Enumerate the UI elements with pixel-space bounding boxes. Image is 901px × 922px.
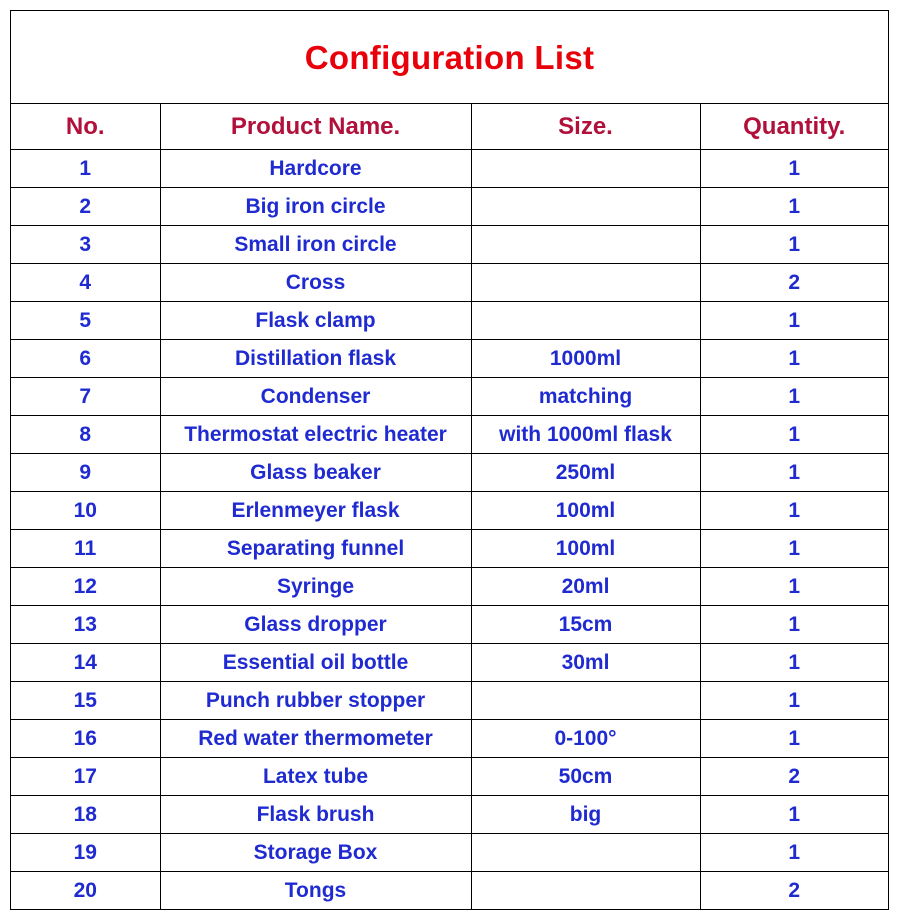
- cell-quantity: 1: [700, 834, 888, 872]
- table-body: [11, 150, 888, 910]
- table-row: [11, 834, 888, 872]
- table-row: [11, 188, 888, 226]
- cell-no: 3: [11, 226, 160, 264]
- cell-quantity: 1: [700, 606, 888, 644]
- header-row: [11, 104, 888, 150]
- cell-size: [471, 264, 700, 302]
- cell-size: 1000ml: [471, 340, 700, 378]
- table-row: [11, 150, 888, 188]
- cell-product-name: Distillation flask: [160, 340, 471, 378]
- cell-size: 100ml: [471, 492, 700, 530]
- table-row: [11, 264, 888, 302]
- cell-no: 14: [11, 644, 160, 682]
- cell-quantity: 1: [700, 302, 888, 340]
- cell-product-name: Hardcore: [160, 150, 471, 188]
- cell-no: 18: [11, 796, 160, 834]
- cell-quantity: 1: [700, 492, 888, 530]
- table-row: [11, 492, 888, 530]
- table-row: [11, 796, 888, 834]
- title-row: [11, 11, 888, 104]
- cell-product-name: Erlenmeyer flask: [160, 492, 471, 530]
- table-row: [11, 378, 888, 416]
- cell-quantity: 1: [700, 226, 888, 264]
- cell-product-name: Cross: [160, 264, 471, 302]
- configuration-table: [11, 104, 888, 909]
- table-row: [11, 454, 888, 492]
- cell-size: [471, 682, 700, 720]
- column-header-quantity: Quantity.: [700, 104, 888, 150]
- cell-product-name: Storage Box: [160, 834, 471, 872]
- column-header-no: No.: [11, 104, 160, 150]
- cell-size: 250ml: [471, 454, 700, 492]
- cell-product-name: Flask brush: [160, 796, 471, 834]
- table-row: [11, 720, 888, 758]
- cell-size: [471, 834, 700, 872]
- cell-size: [471, 188, 700, 226]
- cell-quantity: 1: [700, 340, 888, 378]
- table-row: [11, 606, 888, 644]
- cell-size: 30ml: [471, 644, 700, 682]
- cell-product-name: Glass beaker: [160, 454, 471, 492]
- cell-no: 10: [11, 492, 160, 530]
- cell-no: 1: [11, 150, 160, 188]
- cell-product-name: Thermostat electric heater: [160, 416, 471, 454]
- cell-size: big: [471, 796, 700, 834]
- cell-product-name: Big iron circle: [160, 188, 471, 226]
- cell-size: 20ml: [471, 568, 700, 606]
- cell-product-name: Flask clamp: [160, 302, 471, 340]
- column-header-size: Size.: [471, 104, 700, 150]
- table-row: [11, 340, 888, 378]
- cell-product-name: Tongs: [160, 872, 471, 910]
- cell-no: 4: [11, 264, 160, 302]
- cell-size: 50cm: [471, 758, 700, 796]
- table-row: [11, 416, 888, 454]
- cell-size: [471, 872, 700, 910]
- table-row: [11, 530, 888, 568]
- cell-product-name: Red water thermometer: [160, 720, 471, 758]
- cell-size: 15cm: [471, 606, 700, 644]
- cell-no: 13: [11, 606, 160, 644]
- cell-quantity: 1: [700, 150, 888, 188]
- table-row: [11, 682, 888, 720]
- cell-no: 20: [11, 872, 160, 910]
- table-row: [11, 302, 888, 340]
- cell-no: 5: [11, 302, 160, 340]
- cell-quantity: 1: [700, 188, 888, 226]
- table-row: [11, 644, 888, 682]
- table-row: [11, 568, 888, 606]
- table-row: [11, 758, 888, 796]
- cell-product-name: Condenser: [160, 378, 471, 416]
- cell-no: 6: [11, 340, 160, 378]
- cell-quantity: 1: [700, 530, 888, 568]
- cell-no: 15: [11, 682, 160, 720]
- cell-size: with 1000ml flask: [471, 416, 700, 454]
- cell-quantity: 2: [788, 878, 801, 902]
- cell-quantity: 2: [700, 264, 888, 302]
- cell-quantity: 1: [700, 682, 888, 720]
- cell-quantity: 1: [700, 416, 888, 454]
- cell-no: 2: [11, 188, 160, 226]
- cell-size: [471, 150, 700, 188]
- cell-product-name: Glass dropper: [160, 606, 471, 644]
- cell-no: 11: [11, 530, 160, 568]
- cell-no: 7: [11, 378, 160, 416]
- cell-quantity: 1: [700, 568, 888, 606]
- table-row: [11, 226, 888, 264]
- cell-size: 0-100°: [471, 720, 700, 758]
- cell-no: 17: [11, 758, 160, 796]
- cell-size: [471, 226, 700, 264]
- cell-product-name: Separating funnel: [160, 530, 471, 568]
- cell-no: 9: [11, 454, 160, 492]
- cell-no: 19: [11, 834, 160, 872]
- cell-product-name: Punch rubber stopper: [160, 682, 471, 720]
- cell-product-name: Syringe: [160, 568, 471, 606]
- cell-no: 8: [11, 416, 160, 454]
- configuration-list-table-frame: [10, 10, 889, 910]
- cell-product-name: Essential oil bottle: [160, 644, 471, 682]
- cell-no: 12: [11, 568, 160, 606]
- page-title: Configuration List: [304, 39, 595, 76]
- cell-product-name: Latex tube: [160, 758, 471, 796]
- column-header-product-name: Product Name.: [160, 104, 471, 150]
- cell-quantity: 2: [700, 758, 888, 796]
- cell-size: 100ml: [471, 530, 700, 568]
- cell-no: 16: [11, 720, 160, 758]
- cell-quantity: 1: [700, 644, 888, 682]
- cell-quantity: 1: [700, 378, 888, 416]
- cell-product-name: Small iron circle: [160, 226, 471, 264]
- cell-quantity: 1: [700, 454, 888, 492]
- cell-size: matching: [471, 378, 700, 416]
- cell-quantity: 1: [700, 796, 888, 834]
- cell-quantity: 1: [700, 720, 888, 758]
- cell-size: [471, 302, 700, 340]
- table-row: [11, 872, 888, 910]
